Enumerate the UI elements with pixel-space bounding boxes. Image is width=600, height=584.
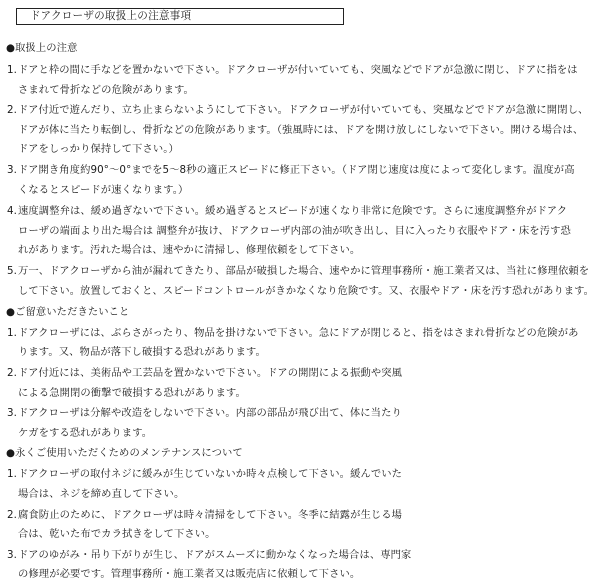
item-line: 腐食防止のために、ドアクローザは時々清掃をして下さい。冬季に結露が生じる場 bbox=[18, 509, 403, 521]
item-line: 速度調整弁は、緩め過ぎないで下さい。緩め過ぎるとスピードが速くなり非常に危険です。さらに速度調整弁がドアク bbox=[18, 205, 568, 217]
item-line: ドアをしっかり保持して下さい。） bbox=[18, 143, 179, 155]
item-line: 万一、ドアクローザから油が漏れてきたり、部品が破損した場合、速やかに管理事務所・施工業者又は、当社に修理依頼を bbox=[18, 265, 590, 277]
item-number: 3. bbox=[7, 549, 18, 561]
item-line: による急開閉の衝撃で破損する恐れがあります。 bbox=[18, 387, 246, 399]
item-line: 場合は、ネジを締め直して下さい。 bbox=[18, 488, 185, 500]
item-number: 1. bbox=[7, 327, 18, 339]
document-title: ドアクローザの取扱上の注意事項 bbox=[16, 8, 344, 25]
item-line: ドア付近には、美術品や工芸品を置かないで下さい。ドアの開閉による振動や突風 bbox=[18, 367, 403, 379]
item-line: ドアクローザは分解や改造をしないで下さい。内部の部品が飛び出て、体に当たり bbox=[18, 407, 402, 419]
item-line: くなるとスピードが速くなります。） bbox=[18, 184, 189, 196]
item-line: ります。又、物品が落下し破損する恐れがあります。 bbox=[18, 346, 266, 358]
item-line: ドアが体に当たり転倒し、骨折などの危険があります。（強風時には、ドアを開け放しにしないで下さい。開ける場合は、 bbox=[18, 124, 584, 136]
item-line: ケガをする恐れがあります。 bbox=[18, 427, 153, 439]
item-number: 3. bbox=[7, 407, 18, 419]
item-line: れがあります。汚れた場合は、速やかに清掃し、修理依頼をして下さい。 bbox=[18, 244, 361, 256]
item-number: 2. bbox=[7, 509, 18, 521]
item-number: 1. bbox=[7, 64, 18, 76]
item-line: さまれて骨折などの危険があります。 bbox=[18, 84, 194, 96]
item-number: 5. bbox=[7, 265, 18, 277]
item-line: ドアのゆがみ・吊り下がりが生じ、ドアがスムーズに動かなくなった場合は、専門家 bbox=[18, 549, 412, 561]
section-heading-handling: ●取扱上の注意 bbox=[6, 42, 78, 54]
item-line: ドアクローザには、ぶらさがったり、物品を掛けないで下さい。急にドアが閉じると、指をはさまれ骨折などの危険があ bbox=[18, 327, 579, 339]
item-line: の修理が必要です。管理事務所・施工業者又は販売店に依頼して下さい。 bbox=[18, 568, 361, 580]
item-number: 2. bbox=[7, 367, 18, 379]
section-heading-maintenance: ●永くご使用いただくためのメンテナンスについて bbox=[6, 447, 243, 459]
item-line: ドアと枠の間に手などを置かないで下さい。ドアクローザが付いていても、突風などでドアが急激に閉じ、ドアに指をは bbox=[18, 64, 578, 76]
item-line: して下さい。放置しておくと、スピードコントロールがきかなくなり危険です。又、衣服やドア・床を汚す恐れがあります。 bbox=[18, 285, 595, 297]
item-number: 2. bbox=[7, 104, 18, 116]
item-number: 3. bbox=[7, 164, 18, 176]
section-heading-notes: ●ご留意いただきたいこと bbox=[6, 306, 130, 318]
item-number: 4. bbox=[7, 205, 18, 217]
item-number: 1. bbox=[7, 468, 18, 480]
item-line: ドアクローザの取付ネジに緩みが生じていないか時々点検して下さい。緩んでいた bbox=[18, 468, 403, 480]
item-line: ドア開き角度約90°〜0°までを5〜8秒の適正スピードに修正下さい。（ドア閉じ速度は度によって変化します。温度が高 bbox=[18, 164, 575, 176]
item-line: ローザの端面より出た場合は 調整弁が抜け、ドアクローザ内部の油が吹き出し、目に入ったり衣服やドア・床を汚す恐 bbox=[18, 225, 571, 237]
item-line: 合は、乾いた布でカラ拭きをして下さい。 bbox=[18, 528, 216, 540]
item-line: ドア付近で遊んだり、立ち止まらないようにして下さい。ドアクローザが付いていても、突風などでドアが急激に開閉し、 bbox=[18, 104, 589, 116]
